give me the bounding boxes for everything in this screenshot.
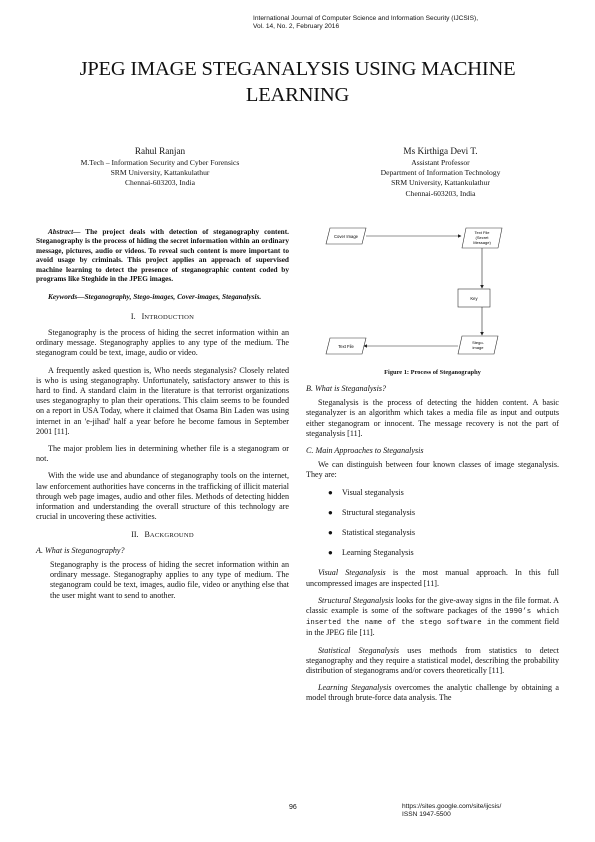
steganalysis-paragraph: Steganalysis is the process of detecting the hidden content. A basic steganalyzer is an algorithm which takes a media file as input and outputs either steganogram or innocent. The message recovery is not the part of steganalysis [11]. xyxy=(306,398,559,438)
approaches-intro-paragraph: We can distinguish between four known classes of image steganalysis. They are: xyxy=(306,460,559,480)
abstract-text: — The project deals with detection of steganography content. Steganography is the process of hiding the secret information within an ordinary message, pictures, audio or videos. To reveal such content is more important to avoid usage by criminals. This project applies an approach of supervised machine learning to detect the presence of steganographic content coded by programs like Steghide in the JPEG images. xyxy=(36,227,289,284)
paper-title-line1: JPEG IMAGE STEGANALYSIS USING MACHINE xyxy=(79,58,516,80)
author-affiliation: Chennai-603203, India xyxy=(405,188,476,198)
subsection-heading-main-approaches: C. Main Approaches to Steganalysis xyxy=(306,446,424,456)
intro-paragraph: Steganography is the process of hiding the secret information within an ordinary message. Steganography applies to any type of the medium. The steganogram could be text, image, audio or video. xyxy=(36,328,289,358)
intro-paragraph: A frequently asked question is, Who needs steganalysis? Closely related is who is using steganography. Unfortunately, satisfactory answer to this is hard to find. A standard claim in the literature is that terrorist organizations uses steganography to plan their operations. This claim seems to be founded on a report in USA Today, where it claimed that Osama Bin Laden was using internet in an 'e-jihad' half a year before he become famous in September 2001 [11]. xyxy=(36,365,289,436)
journal-header-line2: Vol. 14, No. 2, February 2016 xyxy=(253,23,340,31)
subsection-heading-what-is-steganalysis: B. What is Steganalysis? xyxy=(306,384,387,393)
left-column xyxy=(36,227,289,608)
svg-text:Text File: Text File xyxy=(474,230,490,235)
paper-title xyxy=(20,56,575,108)
steganography-diagram xyxy=(306,218,559,366)
bullet-icon: ● xyxy=(328,528,333,538)
footer-info xyxy=(402,803,501,820)
keywords-label: Keywords— xyxy=(48,292,85,302)
journal-url: https://sites.google.com/site/ijcsis/ xyxy=(402,803,502,810)
page-number: 96 xyxy=(289,804,297,811)
figure-process-of-steganography xyxy=(306,218,559,366)
svg-text:image: image xyxy=(472,345,484,350)
abstract xyxy=(36,227,289,283)
learning-steganalysis-paragraph: Learning Steganalysis overcomes the analytic challenge by obtaining a model through brute-force data analysis. The xyxy=(306,683,559,703)
figure-caption: Figure 1: Process of Steganography xyxy=(384,369,481,376)
abstract-label: Abstract xyxy=(48,227,74,236)
author-affiliation: M.Tech – Information Security and Cyber Forensics xyxy=(80,157,240,167)
author-name: Ms Kirthiga Devi T. xyxy=(403,146,478,156)
bullet-icon: ● xyxy=(328,548,333,558)
author-affiliation: Department of Information Technology xyxy=(380,167,501,177)
author-affiliation: Assistant Professor xyxy=(411,157,470,167)
section-heading-background: II. BACKGROUND xyxy=(131,529,194,539)
paper-title-line2: LEARNING xyxy=(245,84,350,106)
svg-text:Stego-: Stego- xyxy=(472,340,484,345)
subsection-heading-what-is-steganography: A. What is Steganography? xyxy=(36,545,125,555)
visual-steganalysis-paragraph: Visual Steganalysis is the most manual approach. In this full uncompressed images are inspected [11]. xyxy=(306,568,559,588)
journal-issn: ISSN 1947-5500 xyxy=(402,811,451,819)
section-heading-introduction: I. INTRODUCTION xyxy=(130,311,195,321)
key-node xyxy=(458,289,490,307)
stego-image-node xyxy=(458,336,498,354)
list-item: ● Statistical steganalysis xyxy=(328,528,416,538)
svg-text:Text File: Text File xyxy=(338,344,354,349)
author-affiliation: Chennai-603203, India xyxy=(124,178,196,188)
cover-image-label: Cover Image xyxy=(334,234,358,239)
keywords-text: Steganography, Stego-images, Cover-images, Steganalysis. xyxy=(84,292,262,302)
text-file-output-node xyxy=(326,338,366,354)
author-name: Rahul Ranjan xyxy=(134,146,186,156)
list-item: ● Visual steganalysis xyxy=(328,487,404,497)
author-affiliation: SRM University, Kattankulathur xyxy=(391,178,490,188)
right-column xyxy=(306,382,559,711)
structural-steganalysis-paragraph: Structural Steganalysis looks for the give-away signs in the file format. A classic example is some of the software packages of the 1990’s which inserted the name of the stego software in the comment field in the JPEG file [11]. xyxy=(306,595,560,638)
journal-header-line1: International Journal of Computer Science and Information Security (IJCSIS), xyxy=(253,15,479,22)
keywords xyxy=(36,292,289,301)
list-item: ● Structural steganalysis xyxy=(328,507,416,517)
journal-header xyxy=(253,15,553,32)
cover-image-node xyxy=(326,228,366,244)
svg-text:Key: Key xyxy=(470,296,478,301)
author-block-2 xyxy=(318,145,563,199)
svg-text:Message): Message) xyxy=(473,240,491,245)
svg-text:(Secret: (Secret xyxy=(475,235,489,240)
approaches-list xyxy=(306,488,559,559)
intro-paragraph: With the wide use and abundance of steganography tools on the internet, law enforcement authorities have concerns in the trafficking of illicit material through web page images, audio and other files. Methods of detecting hidden information and understanding the overall structure of this technology are crucial in uncovering these activities. xyxy=(36,471,289,522)
author-block-1 xyxy=(40,145,280,189)
secret-message-node xyxy=(462,228,502,248)
indented-paragraph-steganography: Steganography is the process of hiding the secret information within an ordinary message. Steganography applies to any type of medium. The steganogram could be text, images, audio file, video or anything else that the user might want to send to another. xyxy=(50,559,289,600)
intro-paragraph: The major problem lies in determining whether file is a steganogram or not. xyxy=(36,444,289,464)
list-item: ● Learning Steganalysis xyxy=(328,548,414,558)
statistical-steganalysis-paragraph: Statistical Steganalysis uses methods from statistics to detect steganography and they require a statistical model, describing the probability distribution of steganograms and/or covers theoretically [11]. xyxy=(306,645,559,676)
author-affiliation: SRM University, Kattankulathur xyxy=(110,167,210,177)
bullet-icon: ● xyxy=(328,507,333,517)
bullet-icon: ● xyxy=(328,487,333,497)
